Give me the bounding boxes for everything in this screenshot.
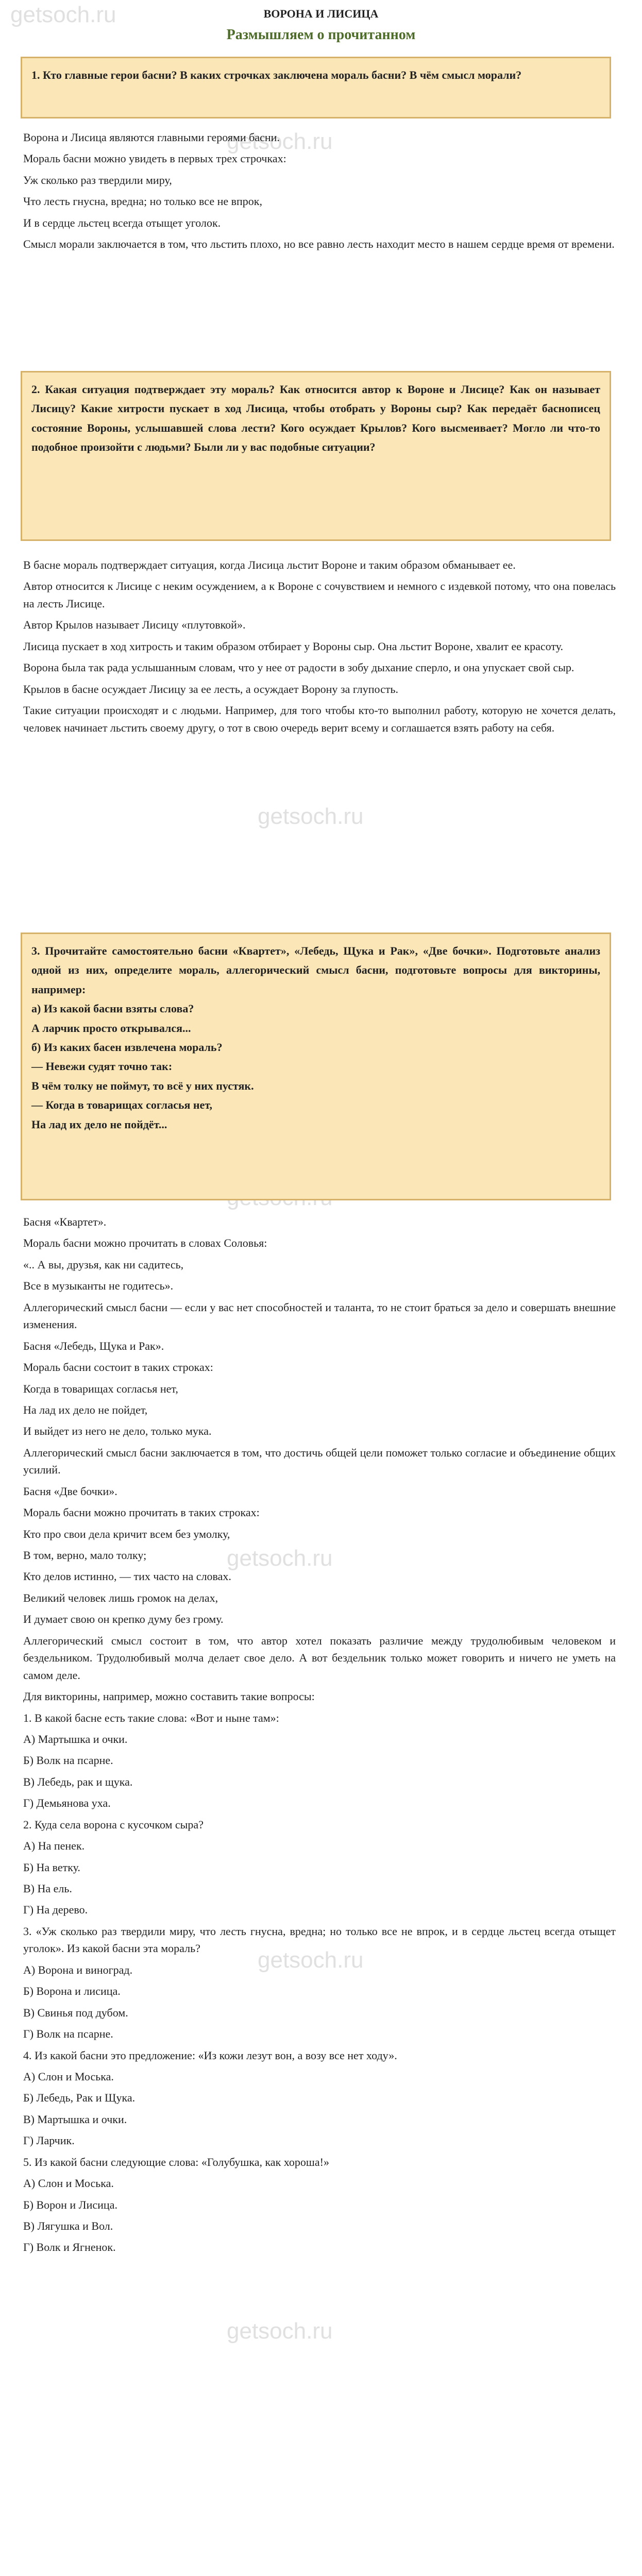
- answer-line: Для викторины, например, можно составить такие вопросы:: [23, 1690, 315, 1703]
- question-box: [21, 933, 611, 1200]
- answer-line: И выйдет из него не дело, только мука.: [23, 1425, 212, 1438]
- answer-line: Ворона и Лисица являются главными героями басни.: [23, 131, 280, 144]
- answer-line: Басня «Две бочки».: [23, 1484, 117, 1498]
- answer-line: А) На пенек.: [23, 1839, 85, 1853]
- answer-line: Кто про свои дела кричит всем без умолку,: [23, 1527, 230, 1540]
- answer-block: [23, 1213, 616, 2260]
- answer-line: В) Лебедь, рак и щука.: [23, 1775, 133, 1788]
- answer-line: Уж сколько раз твердили миру,: [23, 173, 172, 187]
- answer-line: В том, верно, мало толку;: [23, 1549, 147, 1562]
- answer-line: Аллегорический смысл басни заключается в том, что достичь общей цели поможет только согласие и объединение общих усилий.: [23, 1446, 616, 1477]
- answer-line: Кто делов истинно, — тих часто на словах.: [23, 1570, 231, 1583]
- answer-line: В басне мораль подтверждает ситуация, когда Лисица льстит Вороне и таким образом обманывает ее.: [23, 558, 516, 571]
- answer-line: «.. А вы, друзья, как ни садитесь,: [23, 1258, 184, 1271]
- answer-line: И думает свою он крепко думу без грому.: [23, 1613, 224, 1626]
- answer-line: Аллегорический смысл басни — если у вас нет способностей и таланта, то не стоит браться за дело и совершать внешние изменения.: [23, 1300, 616, 1331]
- question-text: б) Из каких басен извлечена мораль?: [31, 1040, 223, 1054]
- answer-line: И в сердце льстец всегда отыщет уголок.: [23, 216, 221, 229]
- answer-line: А) Ворона и виноград.: [23, 1963, 133, 1976]
- answer-line: Что лесть гнусна, вредна; но только все не впрок,: [23, 195, 262, 208]
- question-text: а) Из какой басни взяты слова?: [31, 1002, 194, 1015]
- answer-line: Аллегорический смысл состоит в том, что автор хотел показать различие между трудолюбивым человеком и бездельником. Трудолюбивый молча делает свое дело. А вот бездельник только может говорить и ничего не уметь на самом деле.: [23, 1634, 616, 1682]
- answer-line: Все в музыканты не годитесь».: [23, 1279, 174, 1293]
- answer-line: В) Лягушка и Вол.: [23, 2219, 113, 2232]
- question-text: 2. Какая ситуация подтверждает эту мораль? Как относится автор к Вороне и Лисице? Как он называет Лисицу? Какие хитрости пускает в ход Лисица, чтобы отобрать у Вороны сыр? Как передаёт баснописец состояние Вороны, услышавшей слова лести? Кого осуждает Крылов? Кого высмеивает? Могло ли что-то подобное произойти с людьми? Были ли у вас подобные ситуации?: [31, 383, 600, 454]
- question-text: В чём толку не поймут, то всё у них пустяк.: [31, 1079, 254, 1092]
- question-text: — Невежи судят точно так:: [31, 1060, 173, 1073]
- answer-line: Крылов в басне осуждает Лисицу за ее лесть, а осуждает Ворону за глупость.: [23, 682, 398, 696]
- answer-line: 3. «Уж сколько раз твердили миру, что лесть гнусна, вредна; но только все не впрок, и в сердце льстец всегда отыщет уголок». Из какой басни эта мораль?: [23, 1924, 616, 1955]
- watermark: getsoch.ru: [258, 804, 364, 829]
- question-text: 3. Прочитайте самостоятельно басни «Квартет», «Лебедь, Щука и Рак», «Две бочки». Подготовьте анализ одной из них, определите мораль, аллегорический смысл басни, подготовьте вопросы для викторины, например:: [31, 944, 600, 996]
- watermark: getsoch.ru: [227, 1546, 333, 1571]
- page-title: ВОРОНА И ЛИСИЦА: [263, 7, 379, 20]
- answer-line: Г) Волк и Ягненок.: [23, 2241, 116, 2254]
- answer-line: Мораль басни состоит в таких строках:: [23, 1361, 213, 1374]
- answer-line: Мораль басни можно увидеть в первых трех строчках:: [23, 152, 286, 165]
- answer-line: Мораль басни можно прочитать в таких строках:: [23, 1506, 260, 1519]
- answer-line: Г) На дерево.: [23, 1903, 88, 1917]
- answer-line: На лад их дело не пойдет,: [23, 1403, 148, 1416]
- question-text: — Когда в товарищах согласья нет,: [31, 1098, 212, 1112]
- watermark: getsoch.ru: [227, 2318, 333, 2344]
- answer-line: Б) На ветку.: [23, 1860, 80, 1874]
- answer-line: Лисица пускает в ход хитрость и таким образом отбирает у Вороны сыр. Она льстит Вороне, хвалит ее красоту.: [23, 639, 563, 653]
- answer-line: Автор относится к Лисице с неким осуждением, а к Вороне с сочувствием и немного с издевкой потому, что она повелась на лесть Лисице.: [23, 580, 616, 610]
- answer-line: Смысл морали заключается в том, что льстить плохо, но все равно лесть находит место в нашем сердце время от времени.: [23, 238, 615, 251]
- answer-line: Б) Ворон и Лисица.: [23, 2198, 117, 2211]
- answer-line: Б) Лебедь, Рак и Щука.: [23, 2091, 136, 2105]
- answer-line: Басня «Лебедь, Щука и Рак».: [23, 1339, 164, 1352]
- answer-line: Б) Волк на псарне.: [23, 1754, 113, 1767]
- answer-block: [23, 129, 616, 257]
- answer-line: А) Мартышка и очки.: [23, 1732, 128, 1745]
- answer-line: Ворона была так рада услышанным словам, что у нее от радости в зобу дыхание сперло, и она упускает свой сыр.: [23, 661, 575, 674]
- watermark: getsoch.ru: [258, 1947, 364, 1973]
- answer-line: В) На ель.: [23, 1882, 72, 1895]
- answer-line: Г) Демьянова уха.: [23, 1797, 111, 1810]
- section-heading: Размышляем о прочитанном: [226, 27, 416, 43]
- question-text: На лад их дело не пойдёт...: [31, 1117, 167, 1131]
- answer-line: А) Слон и Моська.: [23, 2070, 114, 2083]
- answer-line: 2. Куда села ворона с кусочком сыра?: [23, 1818, 204, 1831]
- answer-line: В) Мартышка и очки.: [23, 2112, 127, 2126]
- question-box: [21, 57, 611, 118]
- answer-block: [23, 556, 616, 740]
- question-box: [21, 371, 611, 541]
- question-text: 1. Кто главные герои басни? В каких строчках заключена мораль басни? В чём смысл морали?: [31, 69, 522, 81]
- answer-line: Автор Крылов называет Лисицу «плутовкой».: [23, 618, 246, 632]
- answer-line: Мораль басни можно прочитать в словах Соловья:: [23, 1236, 267, 1250]
- answer-line: 4. Из какой басни это предложение: «Из кожи лезут вон, а возу все нет ходу».: [23, 2048, 397, 2062]
- answer-line: Г) Ларчик.: [23, 2134, 75, 2147]
- answer-line: 5. Из какой басни следующие слова: «Голубушка, как хороша!»: [23, 2155, 329, 2168]
- answer-line: Б) Ворона и лисица.: [23, 1985, 121, 1998]
- watermark: getsoch.ru: [227, 129, 333, 154]
- answer-line: Когда в товарищах согласья нет,: [23, 1382, 178, 1395]
- answer-line: Басня «Квартет».: [23, 1215, 107, 1228]
- answer-line: В) Свинья под дубом.: [23, 2006, 128, 2019]
- question-text: А ларчик просто открывался...: [31, 1021, 191, 1035]
- answer-line: Великий человек лишь громок на делах,: [23, 1591, 218, 1604]
- answer-line: А) Слон и Моська.: [23, 2177, 114, 2190]
- watermark: getsoch.ru: [10, 2, 116, 27]
- answer-line: 1. В какой басне есть такие слова: «Вот и ныне там»:: [23, 1711, 279, 1724]
- answer-line: Г) Волк на псарне.: [23, 2027, 113, 2041]
- answer-line: Такие ситуации происходят и с людьми. Например, для того чтобы кто-то выполнил работу, которую не хочется делать, человек начинает льстить своему другу, о тот в свою очередь верит всему и соглашается взять работу на себя.: [23, 704, 616, 734]
